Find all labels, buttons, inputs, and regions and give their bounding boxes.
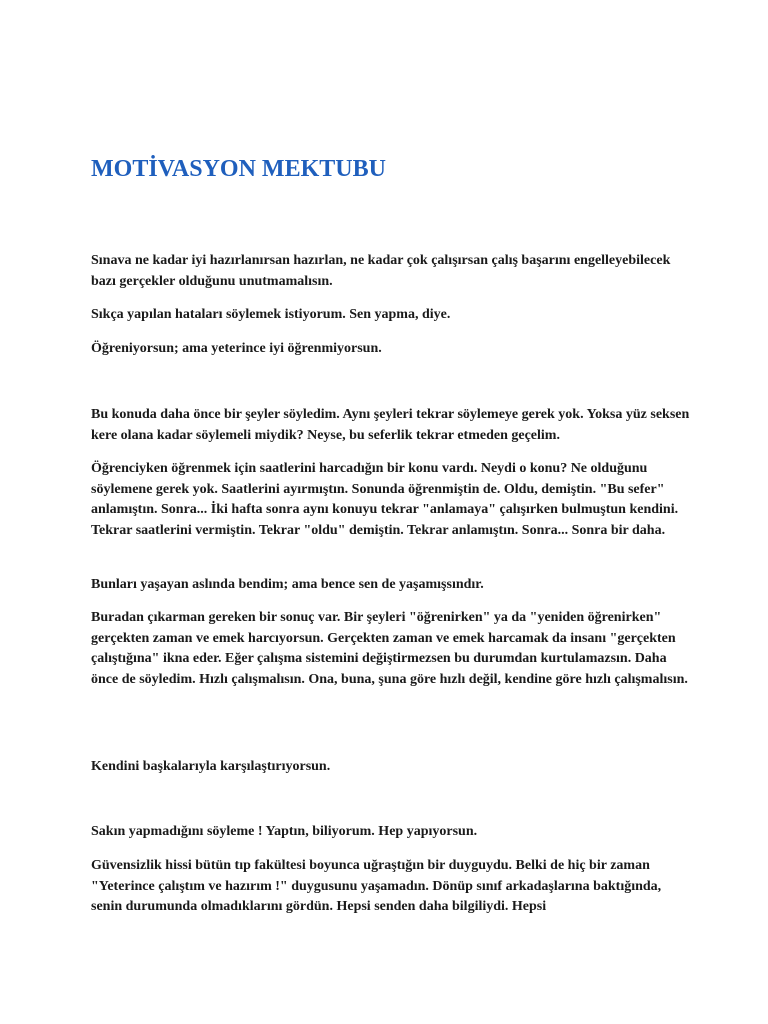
paragraph-6: Bunları yaşayan aslında bendim; ama bence sen de yaşamışsındır. xyxy=(91,577,484,592)
paragraph-9: Sakın yapmadığını söyleme ! Yaptın, biliyorum. Hep yapıyorsun. xyxy=(91,824,478,839)
paragraph-8: Kendini başkalarıyla karşılaştırıyorsun. xyxy=(91,759,331,774)
paragraph-1: Sınava ne kadar iyi hazırlanırsan hazırlan, ne kadar çok çalışırsan çalış başarını engelleyebilecek bazı gerçekler olduğunu unutmamalısın. xyxy=(91,253,671,289)
paragraph-4: Bu konuda daha önce bir şeyler söyledim. Aynı şeyleri tekrar söylemeye gerek yok. Yoksa yüz seksen kere olana kadar söylemeli miydik? Neyse, bu seferlik tekrar etmeden geçelim. xyxy=(91,407,690,443)
paragraph-10: Güvensizlik hissi bütün tıp fakültesi boyunca uğraştığın bir duyguydu. Belki de hiç bir zaman "Yeterince çalıştım ve hazırım !" duygusunu yaşamadın. Dönüp sınıf arkadaşlarına baktığında, senin durumunda olmadıklarını gördün. Hepsi senden daha bilgiliydi. Hepsi xyxy=(91,858,662,915)
paragraph-3: Öğreniyorsun; ama yeterince iyi öğrenmiyorsun. xyxy=(91,341,382,356)
paragraph-2: Sıkça yapılan hataları söylemek istiyorum. Sen yapma, diye. xyxy=(91,307,451,322)
paragraph-5: Öğrenciyken öğrenmek için saatlerini harcadığın bir konu vardı. Neydi o konu? Ne olduğunu söylemene gerek yok. Saatlerini ayırmıştın. Sonunda öğrenmiştin de. Oldu, demiştin. "Bu sefer" anlamıştın. Sonra... İki hafta sonra aynı konuyu tekrar "anlamaya" çalışırken bulmuştun kendini. Tekrar saatlerini vermiştin. Tekrar "oldu" demiştin. Tekrar anlamıştın. Sonra... Sonra bir daha. xyxy=(91,461,679,538)
document-title: MOTİVASYON MEKTUBU xyxy=(91,156,386,182)
paragraph-7: Buradan çıkarman gereken bir sonuç var. Bir şeyleri "öğrenirken" ya da "yeniden öğrenirken" gerçekten zaman ve emek harcıyorsun. Gerçekten zaman ve emek harcamak da insanı "gerçekten çalıştığına" ikna eder. Eğer çalışma sistemini değiştirmezsen bu durumdan kurtulamazsın. Daha önce de söyledim. Hızlı çalışmalısın. Ona, buna, şuna göre hızlı değil, kendine göre hızlı çalışmalısın. xyxy=(91,610,688,687)
